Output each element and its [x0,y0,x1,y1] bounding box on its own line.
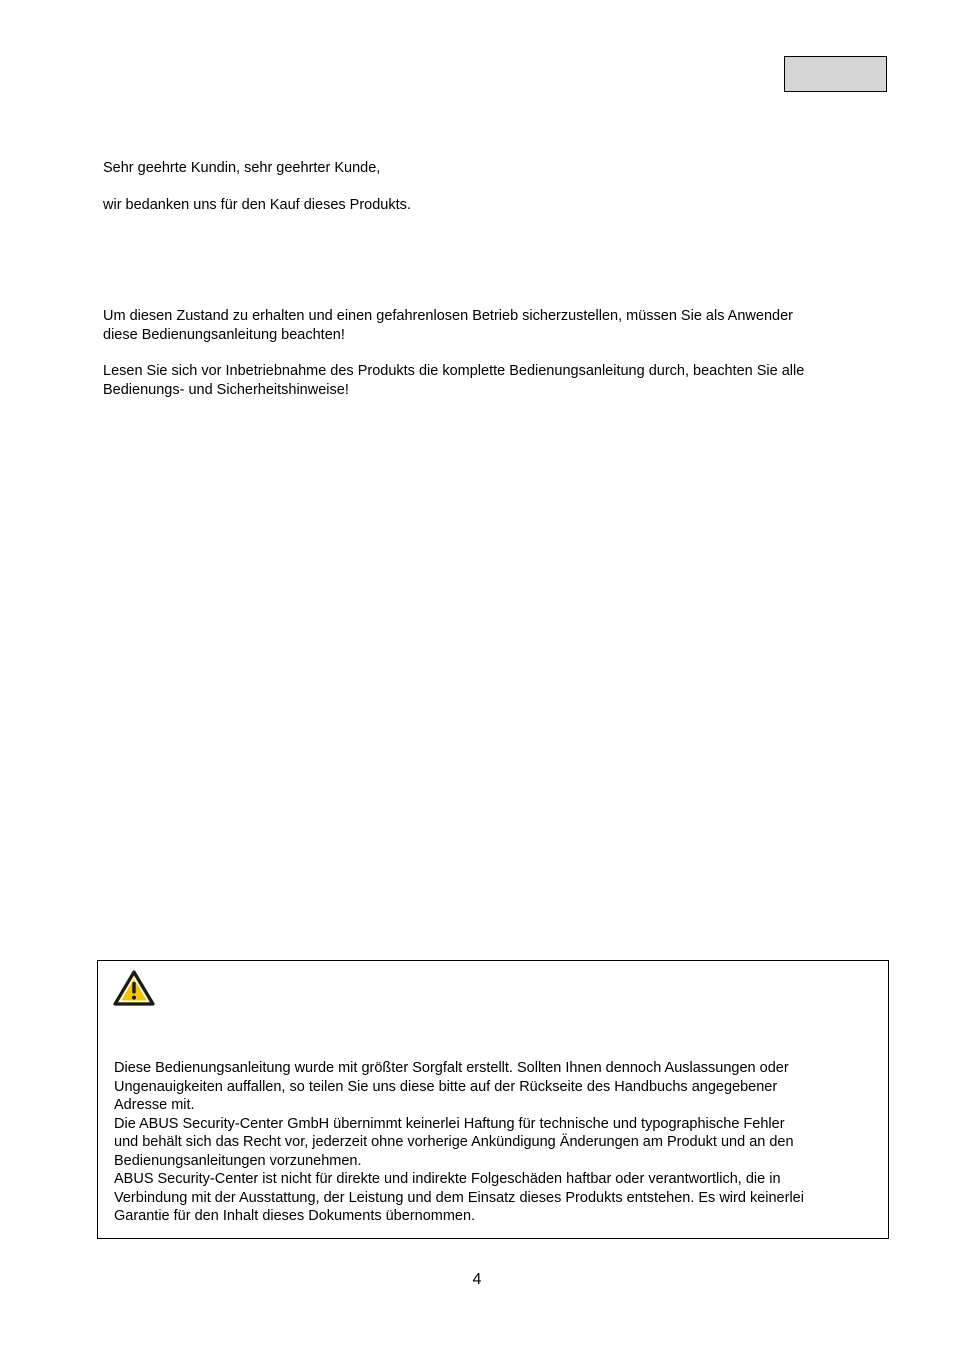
thanks-text: wir bedanken uns für den Kauf dieses Produkts. [103,197,411,213]
language-tab [784,56,887,92]
disclaimer-line: und behält sich das Recht vor, jederzeit ohne vorherige Ankündigung Änderungen am Produkt und an den [114,1134,794,1150]
disclaimer-line: Garantie für den Inhalt dieses Dokuments übernommen. [114,1208,476,1224]
disclaimer-text [114,1059,884,1226]
disclaimer-line: Adresse mit. [114,1097,195,1113]
disclaimer-line: ABUS Security-Center ist nicht für direkte und indirekte Folgeschäden haftbar oder verantwortlich, die in [114,1171,781,1187]
disclaimer-notice-box [97,960,889,1239]
condition-paragraph: Um diesen Zustand zu erhalten und einen gefahrenlosen Betrieb sicherzustellen, müssen Sie als Anwender diese Bedienungsanleitung beachten! [103,308,793,343]
disclaimer-line: Diese Bedienungsanleitung wurde mit größter Sorgfalt erstellt. Sollten Ihnen dennoch Auslassungen oder [114,1060,789,1076]
page-number: 4 [472,1271,482,1288]
disclaimer-line: Die ABUS Security-Center GmbH übernimmt keinerlei Haftung für technische und typographische Fehler [114,1115,785,1132]
read-instructions-paragraph: Lesen Sie sich vor Inbetriebnahme des Produkts die komplette Bedienungsanleitung durch, beachten Sie alle Bedienungs- und Sicherheitshinweise! [103,363,805,398]
disclaimer-line: Bedienungsanleitungen vorzunehmen. [114,1152,362,1169]
disclaimer-line: Ungenauigkeiten auffallen, so teilen Sie uns diese bitte auf der Rückseite des Handbuchs angegebener [114,1078,778,1095]
disclaimer-line: Verbindung mit der Ausstattung, der Leistung und dem Einsatz dieses Produkts entstehen. Es wird keinerlei [114,1189,804,1206]
warning-triangle-icon [112,969,156,1007]
salutation-text: Sehr geehrte Kundin, sehr geehrter Kunde, [103,160,381,176]
